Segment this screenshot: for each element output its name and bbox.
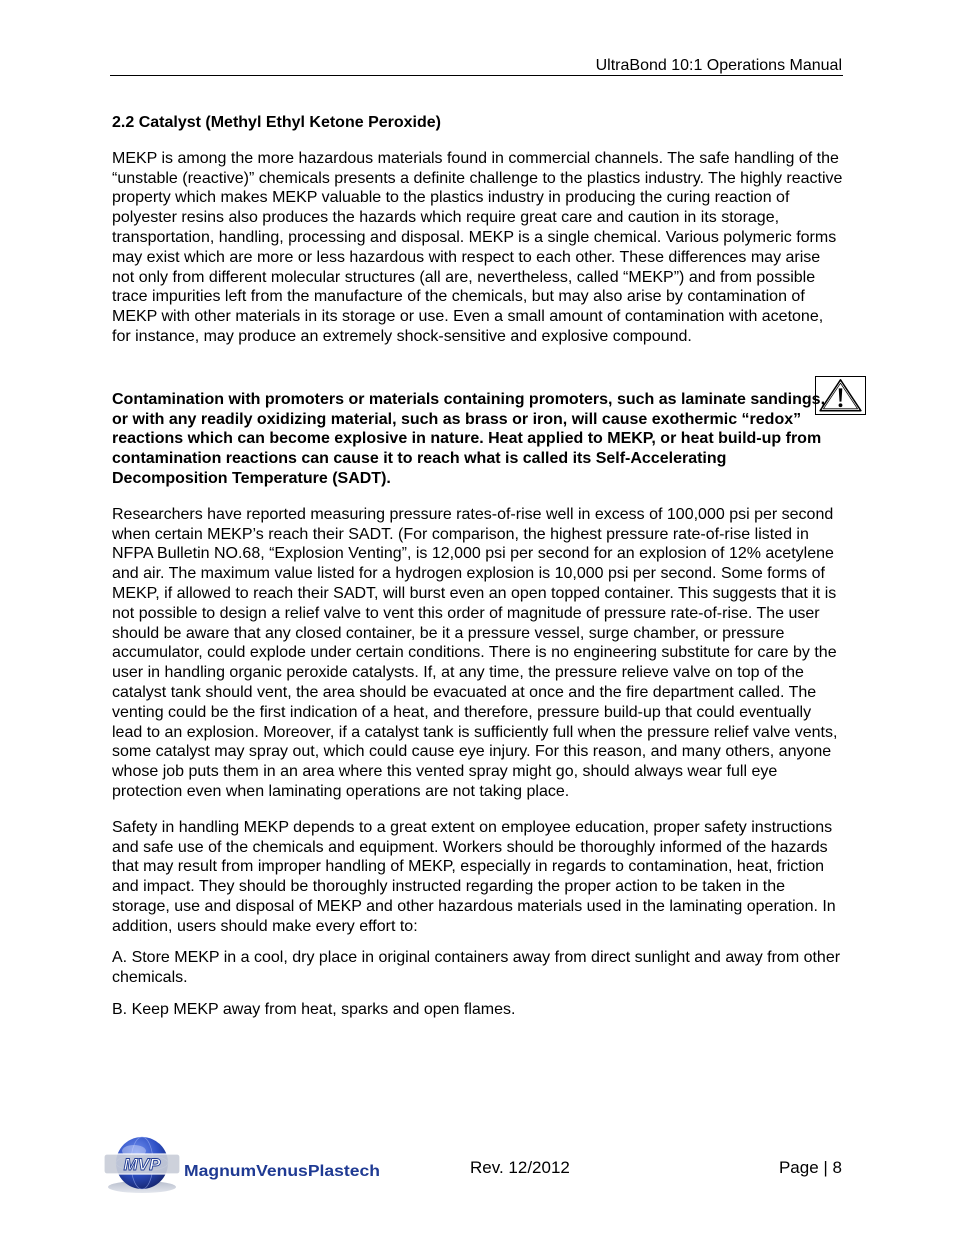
company-logo	[100, 1134, 390, 1196]
footer-revision: Rev. 12/2012	[470, 1158, 570, 1177]
footer-page-number: Page | 8	[778, 1158, 842, 1177]
research-paragraph: Researchers have reported measuring pressure rates-of-rise well in excess of 100,000 psi per second when certain MEKP’s reach their SADT. (For comparison, the highest pressure rate-of-rise listed in NFPA Bulletin NO.68, “Explosion Venting”, is 12,000 psi per second for an explosion of 12% acetylene and air. The maximum value listed for a hydrogen explosion is 10,000 psi per second. Some forms of MEKP, if allowed to reach their SADT, will burst even an open topped container. This suggests that it is not possible to design a relief valve to vent this order of magnitude of pressure rate-of-rise. The user should be aware that any closed container, be it a pressure vessel, surge chamber, or pressure accumulator, could explode under certain conditions. There is no engineering substitute for care by the user in handling organic peroxide catalysts. If, at any time, the pressure relieve valve on top of the catalyst tank should vent, the area should be evacuated at once and the fire department called. The venting could be the first indication of a heat, and therefore, pressure build-up that could eventually lead to an explosion. Moreover, if a catalyst tank is sufficiently full when the pressure relief valve vents, some catalyst may spray out, which could cause eye injury. For this reason, and many others, anyone whose job puts them in an area where this vented spray might go, should always wear full eye protection even when laminating operations are not taking place.	[112, 505, 838, 800]
section-title: 2.2 Catalyst (Methyl Ethyl Ketone Peroxide)	[112, 114, 441, 131]
header-title: UltraBond 10:1 Operations Manual	[595, 57, 842, 74]
warning-triangle-icon	[815, 376, 866, 415]
list-item-b: B. Keep MEKP away from heat, sparks and open flames.	[112, 1001, 516, 1019]
intro-paragraph: MEKP is among the more hazardous materials found in commercial channels. The safe handling of the “unstable (reactive)” chemicals presents a definite challenge to the plastics industry. The highly reactive property which makes MEKP valuable to the plastics industry in producing the curing reaction of polyester resins also produces the hazards which require great care and caution in its storage, transportation, handling, processing and disposal. MEKP is a single chemical. Various polymeric forms may exist which are more or less hazardous with respect to each other. These differences may arise not only from different molecular structures (all are, nevertheless, called “MEKP”) and from possible trace impurities left from the manufacture of the chemicals, but may also arise by contamination of MEKP with other materials in its storage or use. Even a small amount of contamination with acetone, for instance, may produce an extremely shock-sensitive and explosive compound.	[112, 149, 843, 345]
list-item-a: A. Store MEKP in a cool, dry place in original containers away from direct sunlight and away from other chemicals.	[112, 949, 841, 987]
header-rule	[110, 75, 843, 76]
logo-wordmark: MagnumVenusPlastech	[184, 1163, 380, 1180]
page-content	[112, 113, 844, 1020]
safety-paragraph: Safety in handling MEKP depends to a great extent on employee education, proper safety instructions and safe use of the chemicals and equipment. Workers should be thoroughly informed of the hazards that may result from improper handling of MEKP, especially in regards to contamination, heat, friction and impact. They should be thoroughly instructed regarding the proper action to be taken in the storage, use and disposal of MEKP and other hazardous materials used in the laminating operation. In addition, users should make every effort to:	[112, 818, 836, 935]
logo-badge-text: MVP	[123, 1155, 161, 1174]
warning-paragraph: Contamination with promoters or materials containing promoters, such as laminate sandings, or with any readily oxidizing material, such as brass or iron, will cause exothermic “redox” reactions which can become explosive in nature. Heat applied to MEKP, or heat build-up from contamination reactions can cause it to reach what is called its Self-Accelerating Decomposition Temperature (SADT).	[112, 390, 826, 487]
